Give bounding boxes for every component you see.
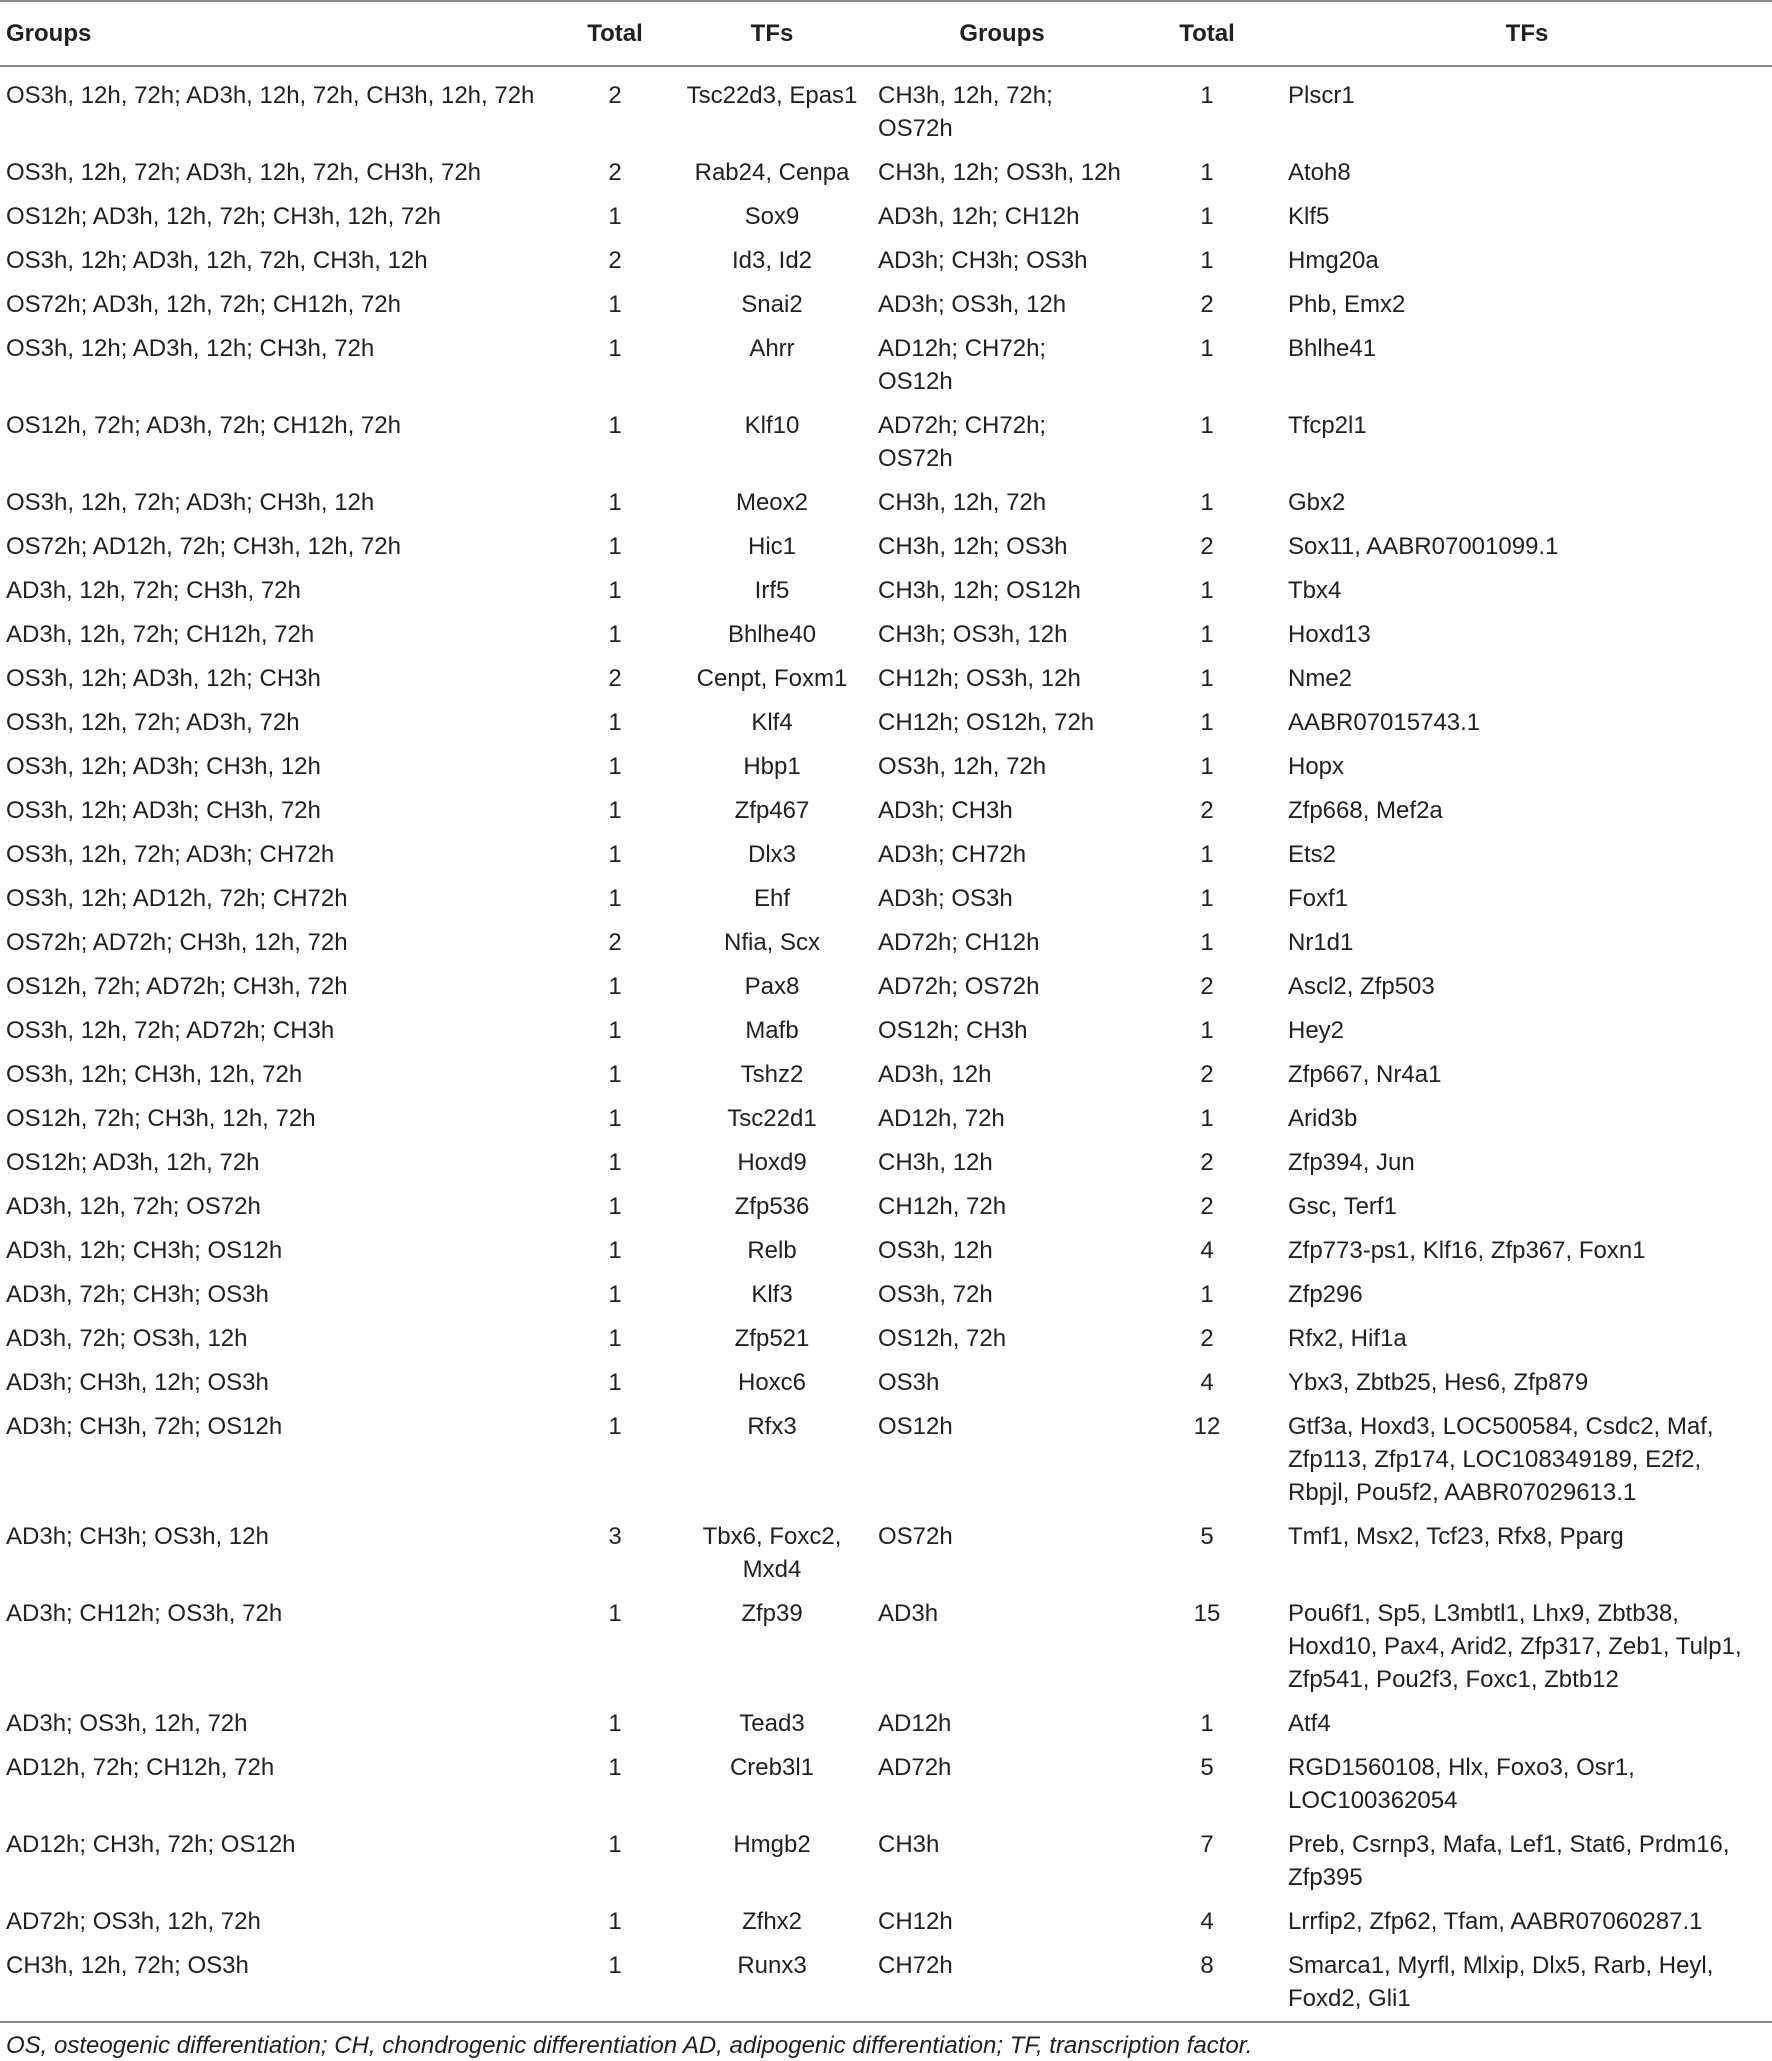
cell-groups-left: OS12h; AD3h, 12h, 72h; CH3h, 12h, 72h [6, 203, 441, 230]
cell-tfs-right: Preb, Csrnp3, Mafa, Lef1, Stat6, Prdm16, Zfp395 [1288, 1831, 1730, 1891]
table-row [0, 1592, 1772, 1702]
cell-tfs-right: Klf5 [1288, 203, 1330, 230]
cell-groups-left: AD3h, 12h, 72h; CH12h, 72h [6, 621, 315, 648]
table-row [0, 1900, 1772, 1944]
cell-total-right: 2 [1200, 1325, 1214, 1352]
cell-tfs-right: Hopx [1288, 753, 1345, 780]
cell-tfs-right: Hey2 [1288, 1017, 1345, 1044]
cell-total-right: 7 [1200, 1831, 1214, 1858]
cell-total-left: 1 [608, 1061, 622, 1088]
cell-total-left: 1 [608, 533, 622, 560]
cell-groups-left: AD3h; CH3h, 72h; OS12h [6, 1413, 283, 1440]
cell-total-left: 1 [608, 1908, 622, 1935]
table-row [0, 789, 1772, 833]
cell-tfs-left: Tsc22d1 [727, 1105, 817, 1132]
cell-groups-right: AD72h; CH12h [878, 929, 1040, 956]
cell-groups-right: CH72h [878, 1952, 953, 1979]
cell-tfs-right: Foxf1 [1288, 885, 1349, 912]
cell-groups-right: AD3h [878, 1600, 939, 1627]
cell-total-right: 1 [1200, 247, 1214, 274]
cell-groups-right: AD3h; CH3h [878, 797, 1013, 824]
header-row [0, 1, 1772, 66]
cell-total-left: 1 [608, 291, 622, 318]
cell-groups-left: OS3h, 12h, 72h; AD3h; CH72h [6, 841, 335, 868]
cell-tfs-left: Zfhx2 [741, 1908, 803, 1935]
cell-groups-right: AD3h; OS3h [878, 885, 1013, 912]
cell-tfs-right: Gsc, Terf1 [1288, 1193, 1397, 1220]
cell-groups-right: CH3h, 12h; OS3h, 12h [878, 159, 1121, 186]
table-row [0, 833, 1772, 877]
header-tfs-right: TFs [1505, 20, 1549, 47]
table-row [0, 1944, 1772, 2022]
cell-groups-right: AD72h; OS72h [878, 973, 1040, 1000]
cell-tfs-left: Irf5 [754, 577, 790, 604]
table-row [0, 525, 1772, 569]
table-header [0, 1, 1772, 66]
cell-total-right: 15 [1193, 1600, 1221, 1627]
cell-groups-left: OS12h; AD3h, 12h, 72h [6, 1149, 260, 1176]
cell-total-right: 2 [1200, 797, 1214, 824]
cell-groups-right: OS3h, 72h [878, 1281, 993, 1308]
cell-total-left: 1 [608, 1710, 622, 1737]
cell-groups-left: AD3h; OS3h, 12h, 72h [6, 1710, 248, 1737]
cell-tfs-left: Rab24, Cenpa [694, 159, 850, 186]
cell-groups-right: CH3h, 12h, 72h; OS72h [878, 82, 1053, 142]
cell-tfs-left: Klf10 [744, 412, 800, 439]
cell-tfs-left: Dlx3 [747, 841, 796, 868]
cell-groups-left: OS12h, 72h; CH3h, 12h, 72h [6, 1105, 316, 1132]
cell-tfs-left: Hic1 [747, 533, 796, 560]
cell-groups-right: OS12h [878, 1413, 953, 1440]
cell-groups-right: AD12h, 72h [878, 1105, 1005, 1132]
cell-tfs-right: RGD1560108, Hlx, Foxo3, Osr1, LOC100362054 [1288, 1754, 1635, 1814]
cell-total-left: 1 [608, 1149, 622, 1176]
table-row [0, 1317, 1772, 1361]
table-row [0, 1229, 1772, 1273]
cell-tfs-left: Meox2 [735, 489, 809, 516]
cell-groups-left: AD3h, 72h; OS3h, 12h [6, 1325, 248, 1352]
header-tfs-left: TFs [750, 20, 794, 47]
table-body [0, 66, 1772, 2022]
cell-groups-right: OS72h [878, 1523, 953, 1550]
cell-groups-left: AD3h; CH12h; OS3h, 72h [6, 1600, 283, 1627]
cell-tfs-left: Mafb [745, 1017, 799, 1044]
cell-groups-left: AD12h; CH3h, 72h; OS12h [6, 1831, 296, 1858]
cell-tfs-left: Zfp536 [734, 1193, 810, 1220]
cell-tfs-left: Id3, Id2 [731, 247, 813, 274]
table-row [0, 1823, 1772, 1900]
cell-groups-left: OS3h, 12h; AD3h, 12h; CH3h [6, 665, 321, 692]
cell-groups-right: AD72h [878, 1754, 952, 1781]
cell-total-left: 1 [608, 1105, 622, 1132]
table-row [0, 404, 1772, 481]
cell-total-right: 1 [1200, 709, 1214, 736]
cell-tfs-right: Nme2 [1288, 665, 1353, 692]
cell-total-right: 1 [1200, 885, 1214, 912]
cell-tfs-left: Snai2 [741, 291, 803, 318]
cell-total-right: 8 [1200, 1952, 1214, 1979]
cell-tfs-left: Runx3 [737, 1952, 807, 1979]
table-row [0, 1515, 1772, 1592]
header-total-right: Total [1179, 20, 1235, 47]
table-row [0, 151, 1772, 195]
cell-tfs-left: Bhlhe40 [727, 621, 817, 648]
cell-groups-left: AD3h, 12h, 72h; CH3h, 72h [6, 577, 301, 604]
cell-total-left: 1 [608, 1325, 622, 1352]
cell-tfs-right: Tmf1, Msx2, Tcf23, Rfx8, Pparg [1288, 1523, 1624, 1550]
cell-groups-left: AD72h; OS3h, 12h, 72h [6, 1908, 261, 1935]
cell-groups-right: CH3h, 12h [878, 1149, 993, 1176]
cell-total-right: 2 [1200, 973, 1214, 1000]
table-row [0, 1053, 1772, 1097]
cell-tfs-right: Atoh8 [1288, 159, 1351, 186]
cell-tfs-left: Nfia, Scx [723, 929, 821, 956]
cell-total-left: 1 [608, 1754, 622, 1781]
table-row [0, 283, 1772, 327]
cell-tfs-right: AABR07015743.1 [1288, 709, 1481, 736]
cell-total-right: 5 [1200, 1754, 1214, 1781]
cell-groups-right: OS12h; CH3h [878, 1017, 1028, 1044]
cell-tfs-right: Zfp668, Mef2a [1288, 797, 1443, 824]
cell-groups-right: CH12h [878, 1908, 953, 1935]
cell-tfs-right: Plscr1 [1288, 82, 1355, 109]
cell-total-left: 1 [608, 1017, 622, 1044]
cell-groups-left: OS3h, 12h; AD3h, 12h, 72h, CH3h, 12h [6, 247, 428, 274]
cell-total-right: 1 [1200, 841, 1214, 868]
cell-tfs-left: Klf4 [751, 709, 793, 736]
table-row [0, 481, 1772, 525]
cell-total-right: 4 [1200, 1237, 1214, 1264]
cell-tfs-left: Tsc22d3, Epas1 [686, 82, 858, 109]
cell-total-left: 2 [608, 82, 622, 109]
cell-tfs-right: Ybx3, Zbtb25, Hes6, Zfp879 [1288, 1369, 1589, 1396]
cell-tfs-left: Rfx3 [747, 1413, 797, 1440]
cell-tfs-right: Rfx2, Hif1a [1288, 1325, 1407, 1352]
header-groups-right: Groups [959, 20, 1045, 47]
cell-total-right: 2 [1200, 1061, 1214, 1088]
cell-groups-right: CH12h; OS3h, 12h [878, 665, 1081, 692]
cell-tfs-left: Pax8 [744, 973, 800, 1000]
cell-total-left: 1 [608, 797, 622, 824]
cell-total-left: 1 [608, 577, 622, 604]
cell-tfs-right: Bhlhe41 [1288, 335, 1377, 362]
cell-tfs-right: Zfp394, Jun [1288, 1149, 1415, 1176]
cell-groups-right: OS3h, 12h, 72h [878, 753, 1047, 780]
table-row [0, 701, 1772, 745]
table-row [0, 1185, 1772, 1229]
cell-total-left: 1 [608, 1831, 622, 1858]
cell-total-right: 4 [1200, 1908, 1214, 1935]
cell-total-right: 1 [1200, 335, 1214, 362]
table-row [0, 657, 1772, 701]
cell-tfs-right: Pou6f1, Sp5, L3mbtl1, Lhx9, Zbtb38, Hoxd10, Pax4, Arid2, Zfp317, Zeb1, Tulp1, Zfp541, Pou2f3, Foxc1, Zbtb12 [1288, 1600, 1742, 1693]
cell-tfs-right: Zfp667, Nr4a1 [1288, 1061, 1442, 1088]
cell-groups-left: OS72h; AD3h, 12h, 72h; CH12h, 72h [6, 291, 401, 318]
cell-tfs-right: Arid3b [1288, 1105, 1358, 1132]
table-row [0, 1273, 1772, 1317]
cell-tfs-right: Phb, Emx2 [1288, 291, 1406, 318]
cell-tfs-left: Tbx6, Foxc2, Mxd4 [702, 1523, 842, 1583]
cell-total-left: 1 [608, 841, 622, 868]
cell-total-right: 1 [1200, 621, 1214, 648]
cell-tfs-right: Atf4 [1288, 1710, 1331, 1737]
table-row [0, 239, 1772, 283]
cell-tfs-left: Cenpt, Foxm1 [696, 665, 848, 692]
cell-groups-left: AD3h, 12h; CH3h; OS12h [6, 1237, 283, 1264]
cell-total-left: 1 [608, 1952, 622, 1979]
cell-total-right: 1 [1200, 1017, 1214, 1044]
cell-tfs-right: Gbx2 [1288, 489, 1346, 516]
cell-total-left: 1 [608, 885, 622, 912]
cell-groups-left: OS3h, 12h; AD3h; CH3h, 72h [6, 797, 321, 824]
cell-groups-right: CH12h; OS12h, 72h [878, 709, 1095, 736]
cell-total-left: 1 [608, 1600, 622, 1627]
cell-total-right: 1 [1200, 1105, 1214, 1132]
cell-groups-left: AD12h, 72h; CH12h, 72h [6, 1754, 275, 1781]
table-row [0, 921, 1772, 965]
cell-total-right: 1 [1200, 412, 1214, 439]
cell-total-right: 1 [1200, 929, 1214, 956]
table-row [0, 1405, 1772, 1515]
cell-total-left: 3 [608, 1523, 622, 1550]
cell-tfs-left: Hoxc6 [737, 1369, 807, 1396]
cell-total-right: 1 [1200, 82, 1214, 109]
cell-groups-left: OS3h, 12h, 72h; AD3h; CH3h, 12h [6, 489, 375, 516]
cell-total-right: 1 [1200, 665, 1214, 692]
cell-tfs-right: Nr1d1 [1288, 929, 1354, 956]
cell-tfs-left: Klf3 [751, 1281, 793, 1308]
table-row [0, 1009, 1772, 1053]
cell-total-left: 1 [608, 1369, 622, 1396]
cell-total-left: 1 [608, 621, 622, 648]
cell-tfs-left: Sox9 [744, 203, 800, 230]
cell-groups-right: OS3h [878, 1369, 940, 1396]
cell-tfs-right: Sox11, AABR07001099.1 [1288, 533, 1559, 560]
cell-tfs-left: Zfp39 [741, 1600, 803, 1627]
table-row [0, 66, 1772, 151]
cell-tfs-right: Tbx4 [1288, 577, 1342, 604]
cell-groups-left: AD3h, 12h, 72h; OS72h [6, 1193, 261, 1220]
cell-tfs-right: Zfp296 [1288, 1281, 1363, 1308]
table-row [0, 195, 1772, 239]
cell-total-right: 12 [1193, 1413, 1221, 1440]
cell-groups-left: OS3h, 12h, 72h; AD3h, 72h [6, 709, 300, 736]
cell-total-right: 5 [1200, 1523, 1214, 1550]
cell-total-left: 2 [608, 159, 622, 186]
cell-total-left: 1 [608, 753, 622, 780]
cell-tfs-left: Ehf [753, 885, 791, 912]
cell-groups-left: OS3h, 12h, 72h; AD72h; CH3h [6, 1017, 335, 1044]
header-total-left: Total [587, 20, 643, 47]
cell-tfs-right: Gtf3a, Hoxd3, LOC500584, Csdc2, Maf, Zfp113, Zfp174, LOC108349189, E2f2, Rbpjl, Pou5f2, AABR07029613.1 [1288, 1413, 1714, 1506]
cell-tfs-left: Tshz2 [740, 1061, 804, 1088]
cell-groups-left: OS72h; AD72h; CH3h, 12h, 72h [6, 929, 348, 956]
cell-total-right: 2 [1200, 1193, 1214, 1220]
cell-tfs-right: Zfp773-ps1, Klf16, Zfp367, Foxn1 [1288, 1237, 1646, 1264]
cell-groups-left: OS12h, 72h; AD72h; CH3h, 72h [6, 973, 348, 1000]
cell-groups-right: AD3h; CH3h; OS3h [878, 247, 1088, 274]
cell-total-left: 1 [608, 203, 622, 230]
cell-groups-left: OS3h, 12h, 72h; AD3h, 12h, 72h, CH3h, 72h [6, 159, 482, 186]
cell-groups-left: OS12h, 72h; AD3h, 72h; CH12h, 72h [6, 412, 401, 439]
cell-total-right: 1 [1200, 577, 1214, 604]
cell-total-left: 1 [608, 1281, 622, 1308]
cell-total-right: 4 [1200, 1369, 1214, 1396]
cell-groups-right: CH3h, 12h; OS3h [878, 533, 1068, 560]
cell-groups-right: AD12h; CH72h; OS12h [878, 335, 1047, 395]
cell-total-left: 1 [608, 412, 622, 439]
cell-groups-right: OS3h, 12h [878, 1237, 993, 1264]
cell-groups-left: AD3h, 72h; CH3h; OS3h [6, 1281, 269, 1308]
cell-groups-left: AD3h; CH3h; OS3h, 12h [6, 1523, 269, 1550]
cell-total-right: 1 [1200, 1281, 1214, 1308]
cell-groups-right: CH12h, 72h [878, 1193, 1007, 1220]
header-groups-left: Groups [6, 20, 92, 47]
cell-total-left: 2 [608, 929, 622, 956]
cell-tfs-left: Creb3l1 [729, 1754, 815, 1781]
table-footnote: OS, osteogenic differentiation; CH, chondrogenic differentiation AD, adipogenic differentiation; TF, transcription factor. [6, 2032, 1253, 2059]
cell-total-right: 2 [1200, 291, 1214, 318]
cell-groups-left: OS3h, 12h; AD12h, 72h; CH72h [6, 885, 348, 912]
cell-total-left: 1 [608, 1237, 622, 1264]
cell-total-left: 1 [608, 489, 622, 516]
cell-total-right: 2 [1200, 1149, 1214, 1176]
cell-groups-right: AD72h; CH72h; OS72h [878, 412, 1047, 472]
cell-tfs-left: Ahrr [749, 335, 795, 362]
cell-total-left: 1 [608, 335, 622, 362]
table-row [0, 1746, 1772, 1823]
table-row [0, 1702, 1772, 1746]
cell-total-right: 1 [1200, 1710, 1214, 1737]
cell-tfs-right: Hmg20a [1288, 247, 1379, 274]
cell-groups-right: OS12h, 72h [878, 1325, 1007, 1352]
cell-tfs-left: Relb [747, 1237, 797, 1264]
table-row [0, 1097, 1772, 1141]
cell-groups-right: AD12h [878, 1710, 952, 1737]
cell-tfs-left: Hbp1 [743, 753, 801, 780]
cell-total-left: 1 [608, 1413, 622, 1440]
cell-total-left: 1 [608, 709, 622, 736]
cell-tfs-right: Ets2 [1288, 841, 1337, 868]
cell-groups-right: AD3h, 12h; CH12h [878, 203, 1080, 230]
cell-tfs-right: Smarca1, Myrfl, Mlxip, Dlx5, Rarb, Heyl, Foxd2, Gli1 [1288, 1952, 1714, 2012]
table-row [0, 1361, 1772, 1405]
table-row [0, 745, 1772, 789]
cell-tfs-left: Zfp467 [734, 797, 810, 824]
cell-groups-right: CH3h [878, 1831, 940, 1858]
cell-groups-left: OS72h; AD12h, 72h; CH3h, 12h, 72h [6, 533, 401, 560]
cell-total-right: 1 [1200, 489, 1214, 516]
cell-groups-left: OS3h, 12h; AD3h; CH3h, 12h [6, 753, 321, 780]
cell-groups-left: OS3h, 12h; CH3h, 12h, 72h [6, 1061, 303, 1088]
cell-tfs-left: Hmgb2 [733, 1831, 811, 1858]
cell-groups-right: AD3h; OS3h, 12h [878, 291, 1067, 318]
table-row [0, 569, 1772, 613]
cell-total-right: 1 [1200, 203, 1214, 230]
cell-total-right: 1 [1200, 159, 1214, 186]
cell-groups-left: CH3h, 12h, 72h; OS3h [6, 1952, 249, 1979]
cell-groups-right: AD3h; CH72h [878, 841, 1027, 868]
cell-total-left: 1 [608, 973, 622, 1000]
table-row [0, 877, 1772, 921]
cell-total-right: 1 [1200, 753, 1214, 780]
cell-total-left: 1 [608, 1193, 622, 1220]
table-row [0, 613, 1772, 657]
cell-tfs-left: Zfp521 [734, 1325, 810, 1352]
cell-groups-left: AD3h; CH3h, 12h; OS3h [6, 1369, 269, 1396]
cell-tfs-left: Hoxd9 [737, 1149, 807, 1176]
table-row [0, 327, 1772, 404]
cell-tfs-right: Tfcp2l1 [1288, 412, 1367, 439]
table-row [0, 965, 1772, 1009]
cell-tfs-right: Ascl2, Zfp503 [1288, 973, 1435, 1000]
cell-total-left: 2 [608, 665, 622, 692]
cell-groups-left: OS3h, 12h; AD3h, 12h; CH3h, 72h [6, 335, 375, 362]
cell-groups-left: OS3h, 12h, 72h; AD3h, 12h, 72h, CH3h, 12h, 72h [6, 82, 535, 109]
cell-groups-right: AD3h, 12h [878, 1061, 992, 1088]
cell-total-right: 2 [1200, 533, 1214, 560]
cell-tfs-left: Tead3 [739, 1710, 805, 1737]
cell-tfs-right: Hoxd13 [1288, 621, 1371, 648]
cell-groups-right: CH3h, 12h, 72h [878, 489, 1047, 516]
cell-tfs-right: Lrrfip2, Zfp62, Tfam, AABR07060287.1 [1288, 1908, 1703, 1935]
cell-groups-right: CH3h; OS3h, 12h [878, 621, 1068, 648]
table-row [0, 1141, 1772, 1185]
cell-groups-right: CH3h, 12h; OS12h [878, 577, 1081, 604]
cell-total-left: 2 [608, 247, 622, 274]
